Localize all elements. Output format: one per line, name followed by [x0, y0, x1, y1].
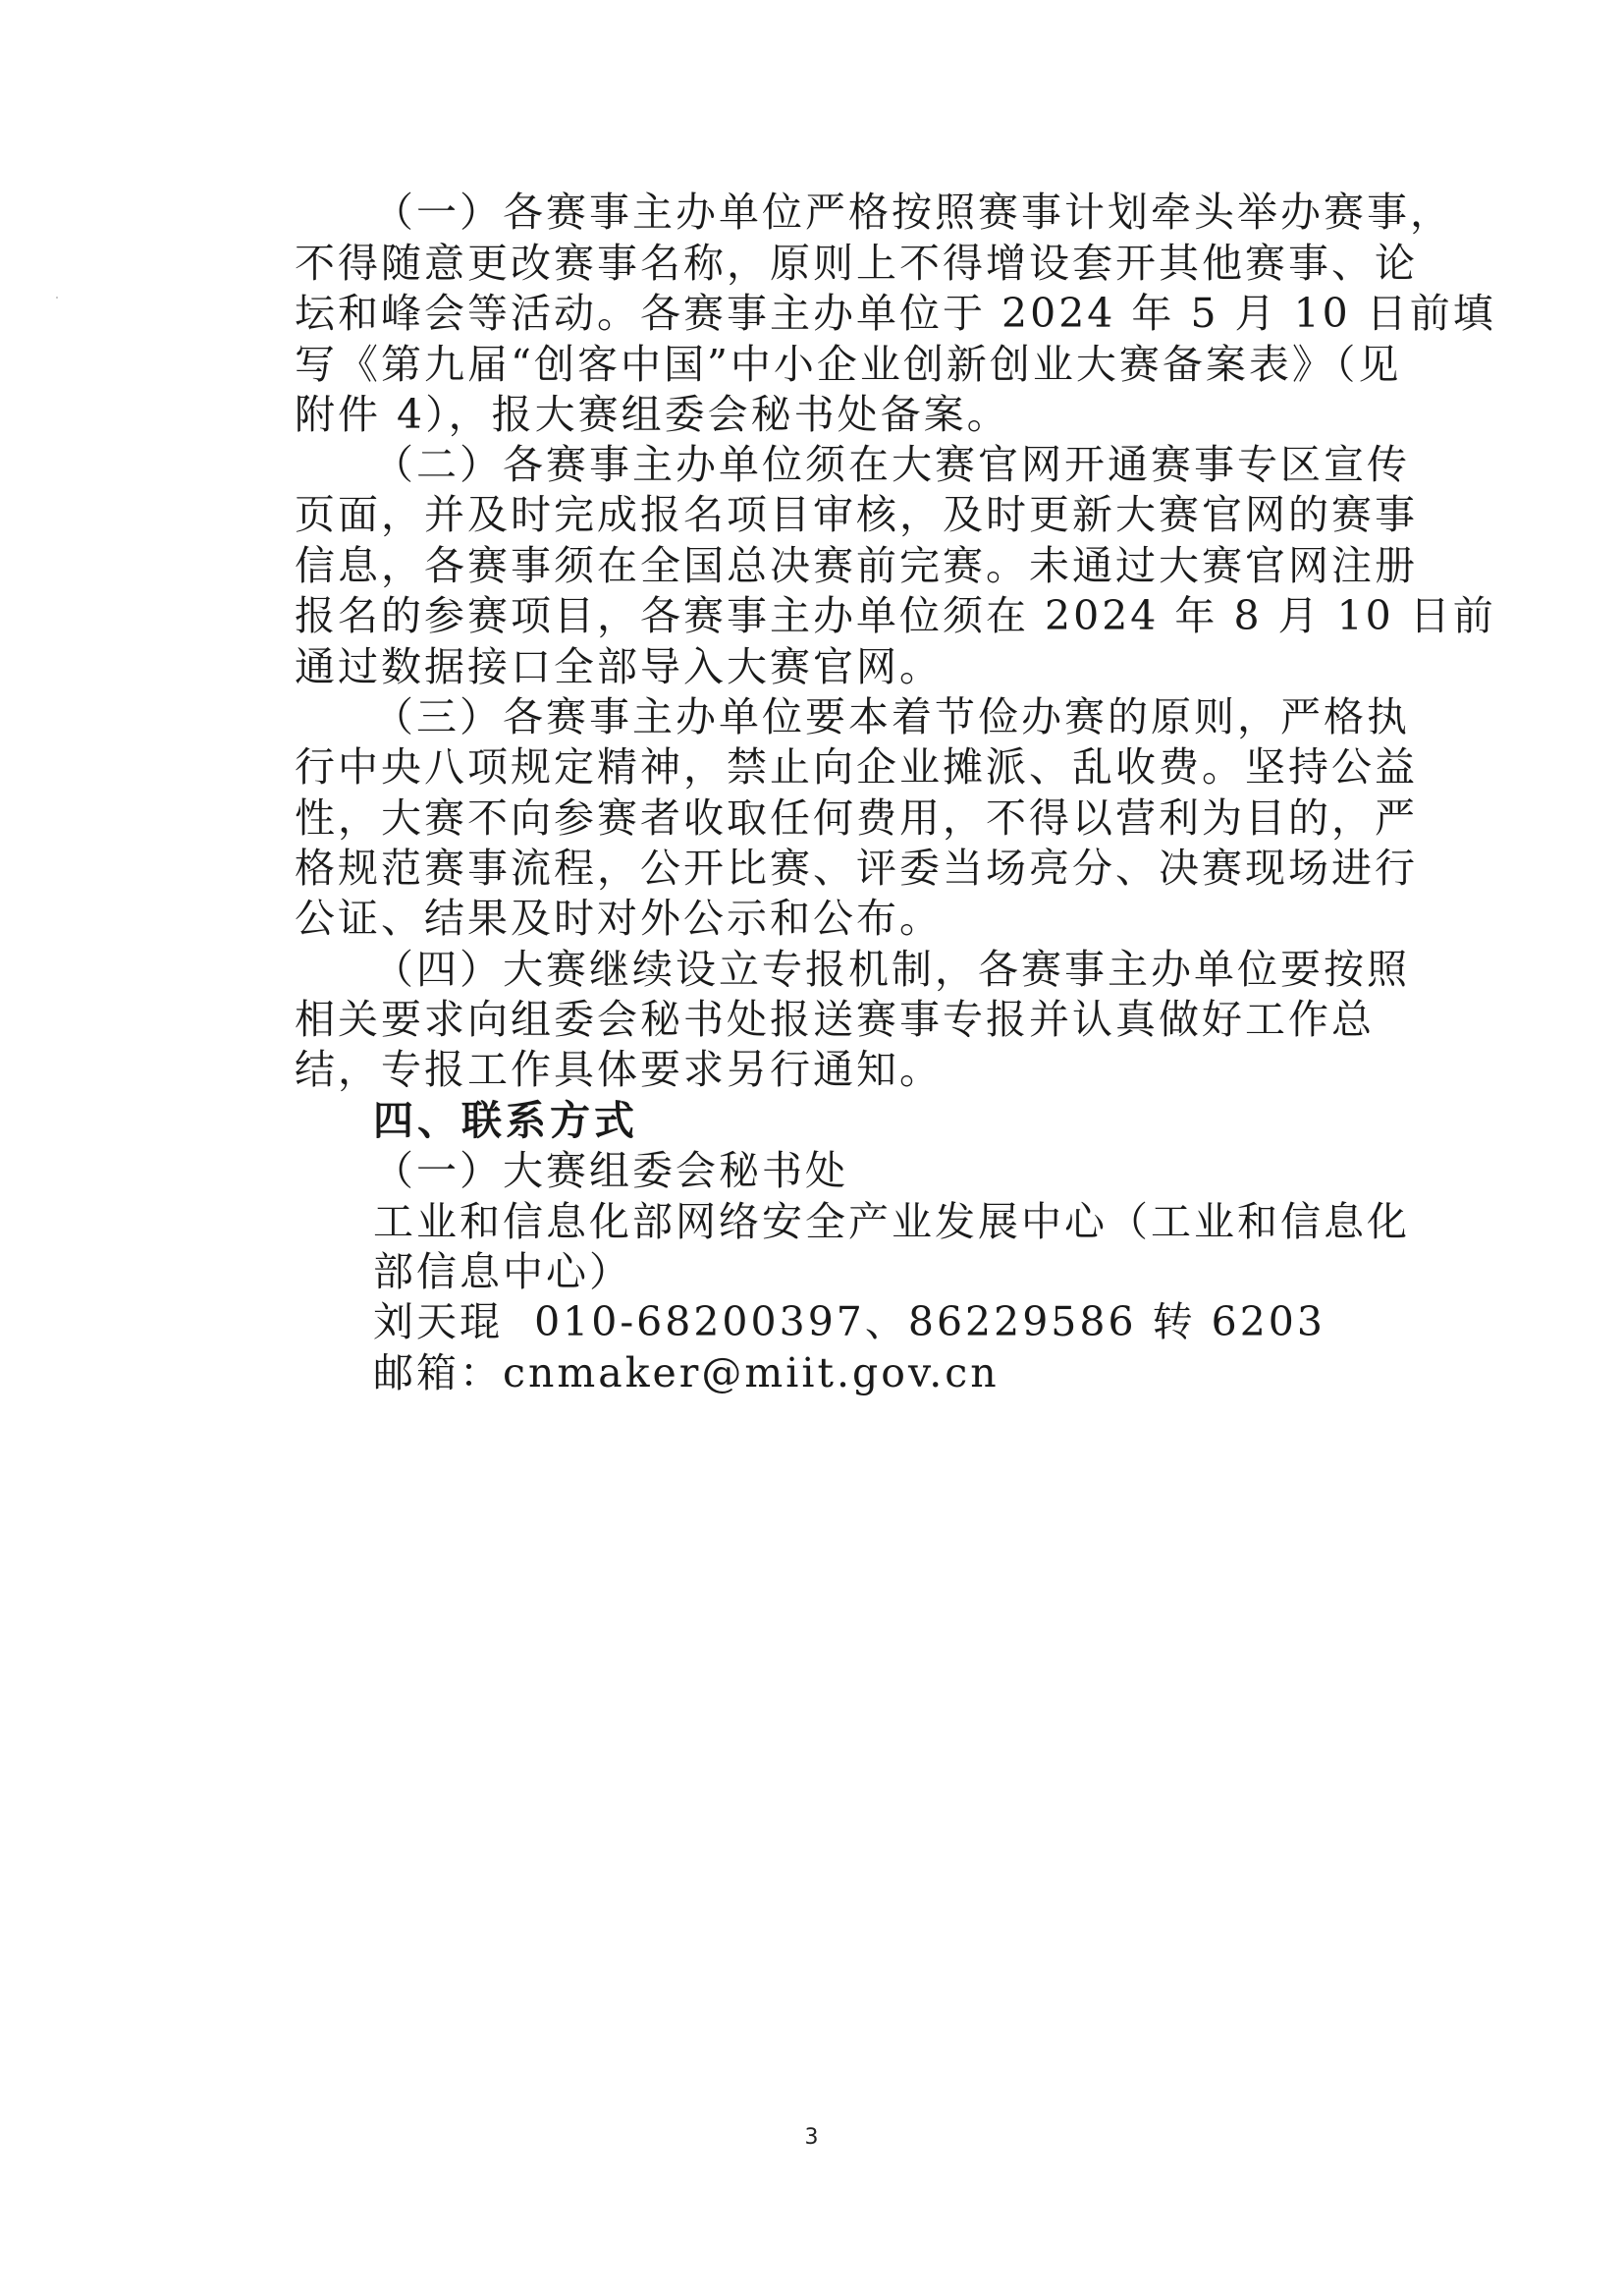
paragraph-2-line-4: 报名的参赛项目，各赛事主办单位须在 2024 年 8 月 10 日前 [295, 592, 1496, 639]
page-number: 3 [804, 2125, 819, 2150]
paragraph-3-line-5: 公证、结果及时对外公示和公布。 [295, 895, 943, 942]
paragraph-3-line-1: （三）各赛事主办单位要本着节俭办赛的原则，严格执 [373, 693, 1410, 740]
paragraph-4-line-3: 结，专报工作具体要求另行通知。 [295, 1046, 943, 1093]
paragraph-3-line-3: 性，大赛不向参赛者收取任何费用，不得以营利为目的，严 [295, 794, 1418, 842]
paragraph-4-line-1: （四）大赛继续设立专报机制，各赛事主办单位要按照 [373, 946, 1410, 993]
paragraph-1-line-1: （一）各赛事主办单位严格按照赛事计划牵头举办赛事， [373, 189, 1453, 236]
paragraph-1-line-4: 写《第九届“创客中国”中小企业创新创业大赛备案表》（见 [295, 341, 1402, 388]
paragraph-4-line-2: 相关要求向组委会秘书处报送赛事专报并认真做好工作总 [295, 996, 1375, 1043]
paragraph-3-line-2: 行中央八项规定精神，禁止向企业摊派、乱收费。坚持公益 [295, 743, 1418, 791]
organization-line-1: 工业和信息化部网络安全产业发展中心（工业和信息化 [373, 1198, 1410, 1245]
contact-email-line: 邮箱：cnmaker@miit.gov.cn [373, 1349, 1000, 1396]
contact-phone-line: 刘天琨 010-68200397、86229586 转 6203 [373, 1298, 1325, 1345]
paragraph-1-line-5: 附件 4），报大赛组委会秘书处备案。 [295, 391, 1010, 438]
section-sub-heading: （一）大赛组委会秘书处 [373, 1147, 848, 1194]
paragraph-1-line-3: 坛和峰会等活动。各赛事主办单位于 2024 年 5 月 10 日前填 [295, 290, 1496, 337]
paragraph-2-line-1: （二）各赛事主办单位须在大赛官网开通赛事专区宣传 [373, 441, 1410, 488]
paragraph-2-line-5: 通过数据接口全部导入大赛官网。 [295, 643, 943, 690]
paragraph-1-line-2: 不得随意更改赛事名称，原则上不得增设套开其他赛事、论 [295, 240, 1418, 287]
scan-speck [56, 297, 58, 299]
paragraph-3-line-4: 格规范赛事流程，公开比赛、评委当场亮分、决赛现场进行 [295, 845, 1418, 892]
section-heading: 四、联系方式 [373, 1097, 638, 1144]
organization-line-2: 部信息中心） [373, 1248, 632, 1295]
paragraph-2-line-2: 页面，并及时完成报名项目审核，及时更新大赛官网的赛事 [295, 491, 1418, 538]
paragraph-2-line-3: 信息，各赛事须在全国总决赛前完赛。未通过大赛官网注册 [295, 542, 1418, 589]
